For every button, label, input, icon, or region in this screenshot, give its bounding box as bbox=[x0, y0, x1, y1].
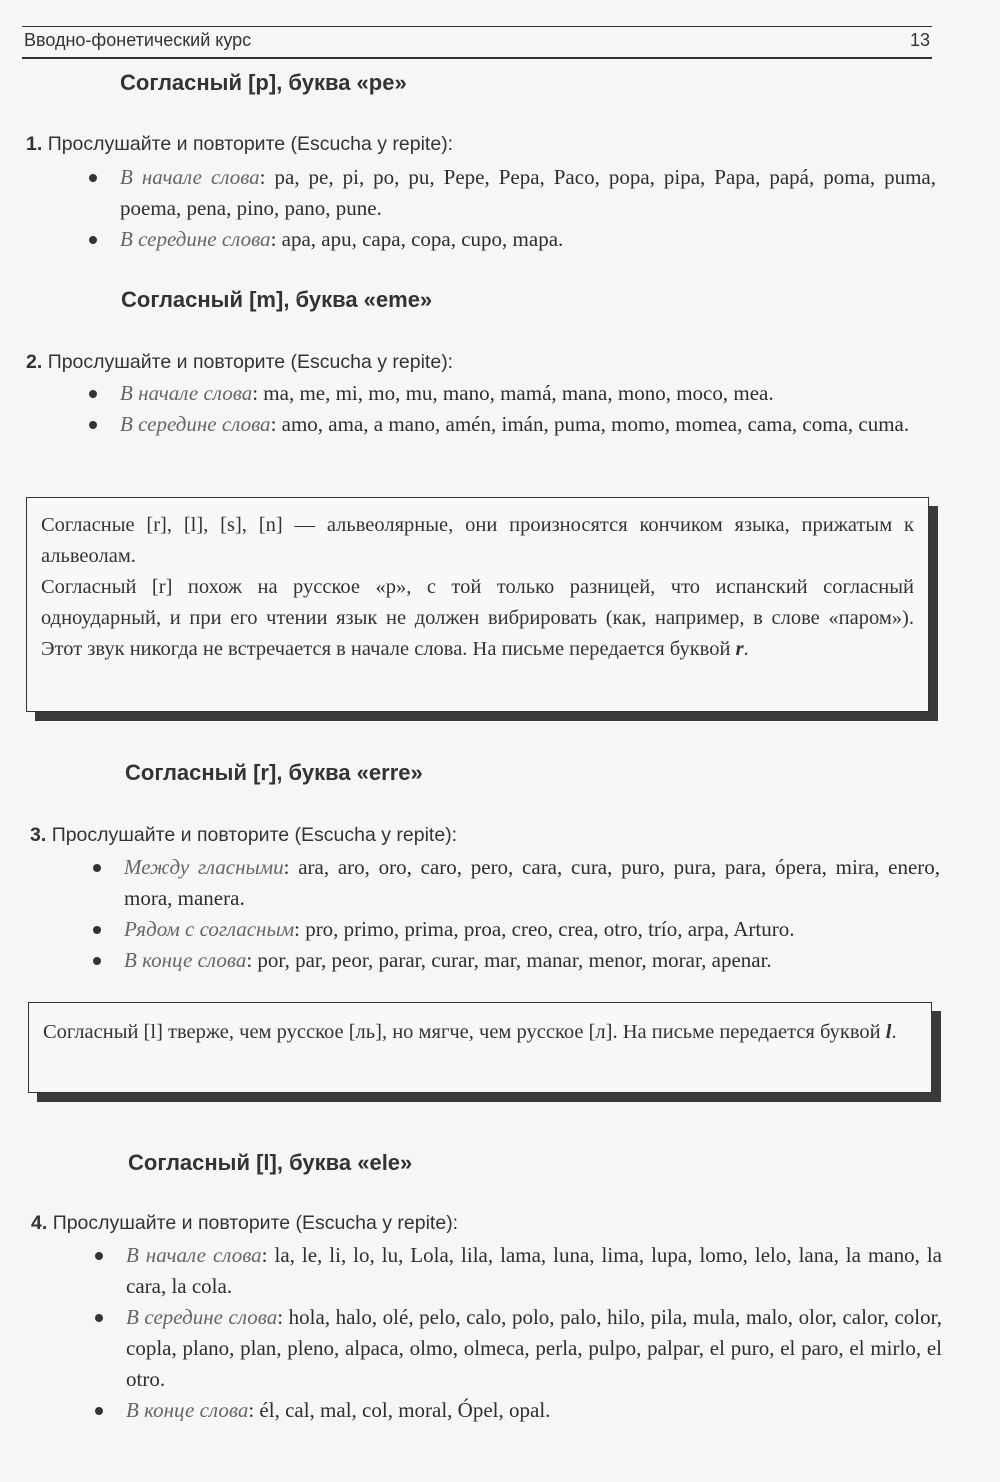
item-words: : amo, ama, a mano, amén, imán, puma, momo, momea, cama, coma, cuma. bbox=[270, 412, 910, 436]
exercise-3-list bbox=[92, 852, 940, 976]
item-label: В начале слова bbox=[126, 1243, 262, 1267]
note-box-l bbox=[28, 1002, 932, 1093]
item-words: : él, cal, mal, col, moral, Ópel, opal. bbox=[248, 1398, 551, 1422]
item-label: В начале слова bbox=[120, 165, 260, 189]
note-r-text: Согласный [r] похож на русское «р», с той только разницей, что испанский согласный одноударный, и при его чтении язык не должен вибрировать (как, например, в слове «паром»). Этот звук никогда не встречается в начале слова. На письме передается буквой bbox=[41, 576, 914, 660]
item-label: В начале слова bbox=[120, 381, 253, 405]
list-item bbox=[88, 224, 936, 255]
note-r-end: . bbox=[743, 638, 749, 660]
item-words: : pa, pe, pi, po, pu, Pepe, Pepa, Paco, popa, pipa, Papa, papá, poma, puma, poema, pena, pino, pano, pune. bbox=[120, 165, 936, 220]
item-words: : pro, primo, prima, proa, creo, crea, otro, trío, arpa, Arturo. bbox=[294, 917, 795, 941]
item-label: В середине слова bbox=[120, 412, 271, 436]
exercise-1-instruction bbox=[26, 133, 453, 156]
exercise-number: 2. bbox=[26, 351, 43, 373]
item-label: В конце слова bbox=[126, 1398, 249, 1422]
exercise-text: Прослушайте и повторите (Escucha y repite): bbox=[47, 133, 454, 155]
item-label: В середине слова bbox=[126, 1305, 278, 1329]
list-item bbox=[88, 162, 936, 224]
page-number: 13 bbox=[909, 30, 930, 50]
list-item bbox=[92, 852, 940, 914]
running-header bbox=[22, 26, 932, 59]
item-words: : la, le, li, lo, lu, Lola, lila, lama, luna, lima, lupa, lomo, lelo, lana, la mano, la cara, la cola. bbox=[126, 1243, 942, 1298]
section-title-r: Согласный [r], буква «erre» bbox=[125, 760, 423, 785]
item-words: : por, par, peor, parar, curar, mar, manar, menor, morar, apenar. bbox=[246, 948, 772, 972]
header-section-title: Вводно-фонетический курс bbox=[24, 30, 252, 50]
exercise-text: Прослушайте и повторите (Escucha y repite): bbox=[51, 824, 458, 846]
item-words: : hola, halo, olé, pelo, calo, polo, palo, hilo, pila, mula, malo, olor, calor, color, copla, plano, plan, pleno, alpaca, olmo, olmeca, perla, pulpo, palpar, el puro, el paro, el mirlo, el otro. bbox=[126, 1305, 943, 1391]
item-words: : ara, aro, oro, caro, pero, cara, cura, puro, pura, para, ópera, mira, enero, mora, manera. bbox=[124, 855, 941, 910]
exercise-text: Прослушайте и повторите (Escucha y repite): bbox=[52, 1212, 459, 1234]
exercise-1-list bbox=[88, 162, 936, 255]
note-r-paragraph-2 bbox=[41, 572, 914, 665]
note-r-paragraph-1: Согласные [r], [l], [s], [n] — альвеолярные, они произносятся кончиком языка, прижатым к альвеолам. bbox=[41, 514, 914, 567]
section-title-l: Согласный [l], буква «ele» bbox=[128, 1150, 413, 1175]
item-label: Между гласными bbox=[124, 855, 284, 879]
list-item bbox=[92, 914, 940, 945]
exercise-number: 4. bbox=[31, 1212, 48, 1234]
exercise-2-instruction bbox=[26, 351, 453, 374]
note-l-letter: l bbox=[885, 1021, 892, 1043]
note-l-text: Согласный [l] тверже, чем русское [ль], но мягче, чем русское [л]. На письме передается буквой bbox=[43, 1021, 886, 1043]
item-label: Рядом с согласным bbox=[124, 917, 295, 941]
note-r-letter: r bbox=[735, 638, 744, 660]
item-words: : apa, apu, capa, copa, cupo, mapa. bbox=[270, 227, 564, 251]
list-item bbox=[88, 378, 936, 409]
item-words: : ma, me, mi, mo, mu, mano, mamá, mana, mono, moco, mea. bbox=[252, 381, 774, 405]
list-item bbox=[92, 945, 940, 976]
exercise-text: Прослушайте и повторите (Escucha y repite): bbox=[47, 351, 454, 373]
item-label: В конце слова bbox=[124, 948, 247, 972]
exercise-3-instruction bbox=[30, 824, 457, 847]
note-l-end: . bbox=[891, 1021, 897, 1043]
exercise-4-list bbox=[94, 1240, 942, 1426]
note-l-paragraph bbox=[43, 1017, 917, 1048]
item-label: В середине слова bbox=[120, 227, 271, 251]
list-item bbox=[94, 1240, 942, 1302]
section-title-p: Согласный [p], буква «pe» bbox=[120, 70, 407, 95]
list-item bbox=[94, 1302, 942, 1395]
note-box-r bbox=[26, 497, 929, 712]
exercise-number: 3. bbox=[30, 824, 47, 846]
exercise-2-list bbox=[88, 378, 936, 440]
exercise-4-instruction bbox=[31, 1212, 458, 1235]
section-title-m: Согласный [m], буква «eme» bbox=[121, 287, 433, 312]
list-item bbox=[88, 409, 936, 440]
list-item bbox=[94, 1395, 942, 1426]
exercise-number: 1. bbox=[26, 133, 43, 155]
